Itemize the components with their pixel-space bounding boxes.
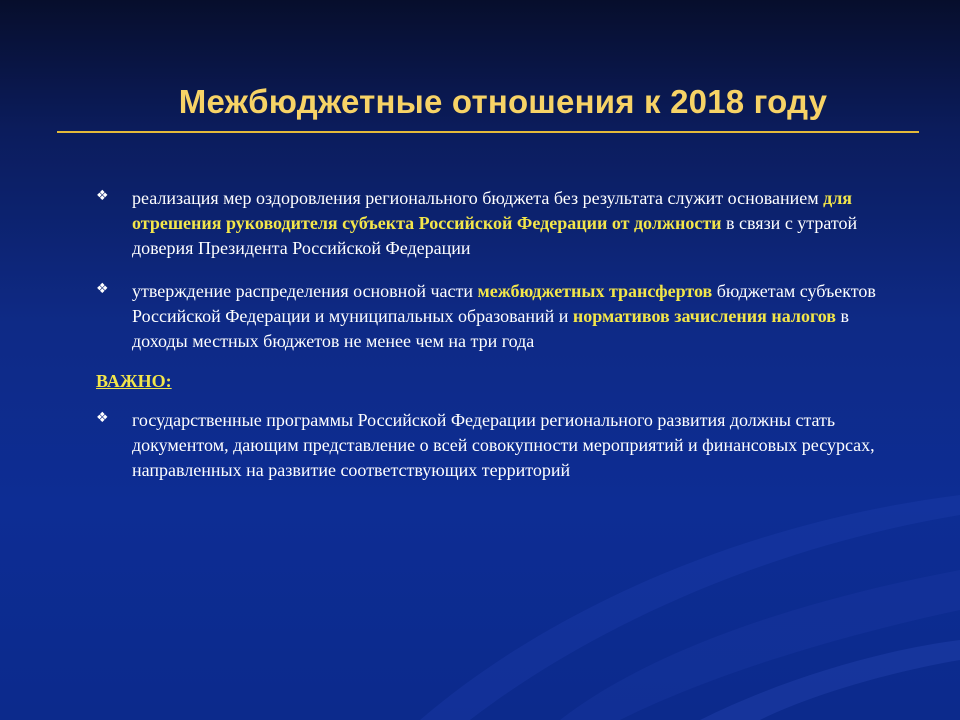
bullet-highlight: нормативов зачисления налогов (572, 306, 836, 326)
bullet-text: государственные программы Российской Федерации регионального развития должны стать документом, дающим представление о всей совокупности мероприятий и финансовых ресурсах, направленных на развитие соответствующих территорий (132, 410, 875, 480)
bullet-highlight: межбюджетных трансфертов (477, 281, 713, 301)
bullet-highlight: для отрешения руководителя субъекта Российской Федерации от должности (132, 188, 853, 233)
bullet-text: в связи с утратой доверия Президента Российской Федерации (132, 213, 858, 258)
diamond-bullet-icon: ❖ (96, 410, 109, 426)
bullet-text: реализация мер оздоровления регионального бюджета без результата служит основанием (132, 188, 824, 208)
bullet-text: утверждение распределения основной части (132, 281, 478, 301)
bullet-item (96, 408, 896, 483)
diamond-bullet-icon: ❖ (96, 188, 109, 204)
bullet-item (96, 279, 896, 354)
bullet-text: в доходы местных бюджетов не менее чем на три года (132, 306, 849, 351)
bullet-text: бюджетам субъектов Российской Федерации и муниципальных образований и (132, 281, 876, 326)
bullet-item (96, 186, 896, 261)
important-label: ВАЖНО: (96, 371, 172, 391)
title-underline (57, 131, 919, 133)
slide-content (96, 186, 896, 501)
slide-title: Межбюджетные отношения к 2018 году (178, 83, 828, 120)
diamond-bullet-icon: ❖ (96, 281, 109, 297)
